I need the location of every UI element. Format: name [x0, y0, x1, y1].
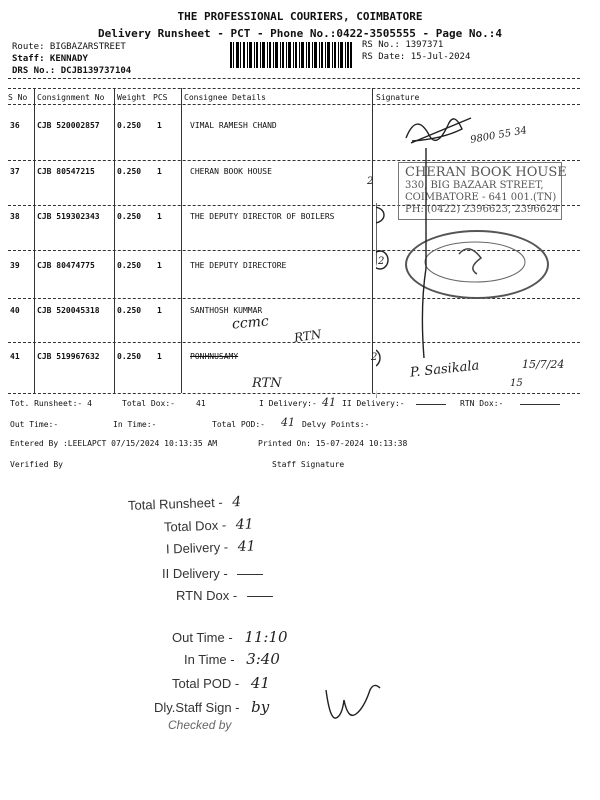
signature-scribbles — [376, 108, 576, 398]
rtn-dox-label: RTN Dox:- — [460, 399, 504, 408]
entered-by: Entered By :LEELAPCT 07/15/2024 10:13:35 AM — [10, 439, 218, 448]
handwritten-mark: 2 — [371, 352, 378, 363]
handwritten-rtn: RTN — [293, 327, 323, 345]
row-consignee: SANTHOSH KUMMAR — [190, 306, 263, 315]
stamp-line4: PH: (0422) 2396623, 2396624 — [405, 204, 559, 215]
total-dox-value: 41 — [196, 399, 206, 408]
separator — [8, 88, 580, 89]
rtn-dox-dash — [520, 404, 560, 405]
handwritten-mark: 2 — [367, 176, 374, 187]
route-label: Route: BIGBAZARSTREET — [12, 42, 126, 52]
rs-date: RS Date: 15-Jul-2024 — [362, 52, 471, 62]
out-time-label: Out Time:- — [10, 420, 59, 429]
row-consignee: PONHNUSAMY — [190, 352, 239, 361]
total-pod-value: 41 — [281, 416, 295, 429]
ii-delivery-dash — [416, 404, 446, 405]
row-consignment: CJB 80547215 — [37, 167, 95, 176]
header-weight: Weight — [117, 93, 146, 102]
row-consignment: CJB 520002857 — [37, 121, 100, 130]
row-pcs: 1 — [157, 261, 162, 270]
row-sno: 40 — [10, 306, 20, 315]
row-consignee: THE DEPUTY DIRECTORE — [190, 261, 287, 270]
column-divider — [114, 88, 115, 393]
row-pcs: 1 — [157, 121, 162, 130]
handwritten-phone: 9800 55 34 — [469, 125, 528, 146]
stamp-line1: CHERAN BOOK HOUSE — [405, 165, 567, 180]
row-sno: 36 — [10, 121, 20, 130]
i-delivery-label: I Delivery:- — [259, 399, 317, 408]
header-consignee: Consignee Details — [184, 93, 266, 102]
row-pcs: 1 — [157, 212, 162, 221]
row-consignee: THE DEPUTY DIRECTOR OF BOILERS — [190, 212, 335, 221]
total-pod-label: Total POD:- — [212, 420, 265, 429]
form-out-time: Out Time - 11:10 — [172, 628, 288, 646]
column-divider — [181, 88, 182, 393]
total-dox-label: Total Dox:- — [122, 399, 175, 408]
row-pcs: 1 — [157, 167, 162, 176]
header-sno: S No — [8, 93, 28, 102]
row-weight: 0.250 — [117, 121, 142, 130]
handwritten-rtn: RTN — [252, 376, 282, 391]
i-delivery-value: 41 — [322, 396, 336, 409]
row-weight: 0.250 — [117, 306, 142, 315]
row-sno: 39 — [10, 261, 20, 270]
form-i-delivery: I Delivery - 41 — [165, 538, 256, 557]
row-consignment: CJB 519302343 — [37, 212, 100, 221]
form-total-pod: Total POD - 41 — [172, 674, 270, 692]
handwritten-number: 15 — [510, 378, 523, 389]
stamp-line2: 330, BIG BAZAAR STREET, — [405, 180, 544, 191]
form-checked-by: Checked by — [168, 718, 232, 732]
form-ii-delivery: II Delivery - — [162, 566, 263, 581]
drs-number: DRS No.: DCJB139737104 — [12, 66, 132, 76]
in-time-label: In Time:- — [113, 420, 157, 429]
document-title: THE PROFESSIONAL COURIERS, COIMBATORE — [177, 10, 423, 23]
staff-label: Staff: KENNADY — [12, 54, 88, 64]
row-weight: 0.250 — [117, 167, 142, 176]
row-sno: 37 — [10, 167, 20, 176]
row-pcs: 1 — [157, 306, 162, 315]
header-signature: Signature — [376, 93, 420, 102]
separator — [8, 78, 580, 79]
tot-runsheet: Tot. Runsheet:- 4 — [10, 399, 92, 408]
printed-on: Printed On: 15-07-2024 10:13:38 — [258, 439, 408, 448]
document-subtitle: Delivery Runsheet - PCT - Phone No.:0422-3505555 - Page No.:4 — [98, 27, 502, 40]
handwritten-ccmc: ccmc — [231, 313, 270, 333]
row-consignment: CJB 519967632 — [37, 352, 100, 361]
handwritten-signature: P. Sasikala — [409, 358, 481, 381]
column-divider — [372, 88, 373, 393]
form-in-time: In Time - 3:40 — [184, 650, 280, 668]
row-consignee: VIMAL RAMESH CHAND — [190, 121, 277, 130]
form-rtn-dox: RTN Dox - — [176, 588, 273, 603]
form-total-runsheet: Total Runsheet - 4 — [127, 494, 242, 513]
staff-signature-label: Staff Signature — [272, 460, 345, 469]
stamp-line3: COIMBATORE - 641 001.(TN) — [405, 192, 557, 203]
column-divider — [34, 88, 35, 393]
row-pcs: 1 — [157, 352, 162, 361]
row-weight: 0.250 — [117, 261, 142, 270]
barcode-graphic — [230, 42, 352, 68]
row-consignee: CHERAN BOOK HOUSE — [190, 167, 272, 176]
form-dly-staff-sign: Dly.Staff Sign - by — [154, 698, 270, 716]
header-consignment: Consignment No — [37, 93, 105, 102]
staff-signature-scribble — [320, 680, 390, 730]
handwritten-date: 15/7/24 — [522, 358, 565, 371]
ii-delivery-label: II Delivery:- — [342, 399, 405, 408]
row-consignment: CJB 520045318 — [37, 306, 100, 315]
handwritten-mark: 2 — [378, 256, 385, 267]
row-weight: 0.250 — [117, 212, 142, 221]
form-total-dox: Total Dox - 41 — [163, 516, 254, 535]
verified-by: Verified By — [10, 460, 63, 469]
separator — [8, 104, 580, 105]
row-sno: 41 — [10, 352, 20, 361]
row-weight: 0.250 — [117, 352, 142, 361]
rs-number: RS No.: 1397371 — [362, 40, 444, 50]
header-pcs: PCS — [153, 93, 168, 102]
row-sno: 38 — [10, 212, 20, 221]
barcode — [230, 42, 352, 72]
delvy-points-label: Delvy Points:- — [302, 420, 370, 429]
row-consignment: CJB 80474775 — [37, 261, 95, 270]
